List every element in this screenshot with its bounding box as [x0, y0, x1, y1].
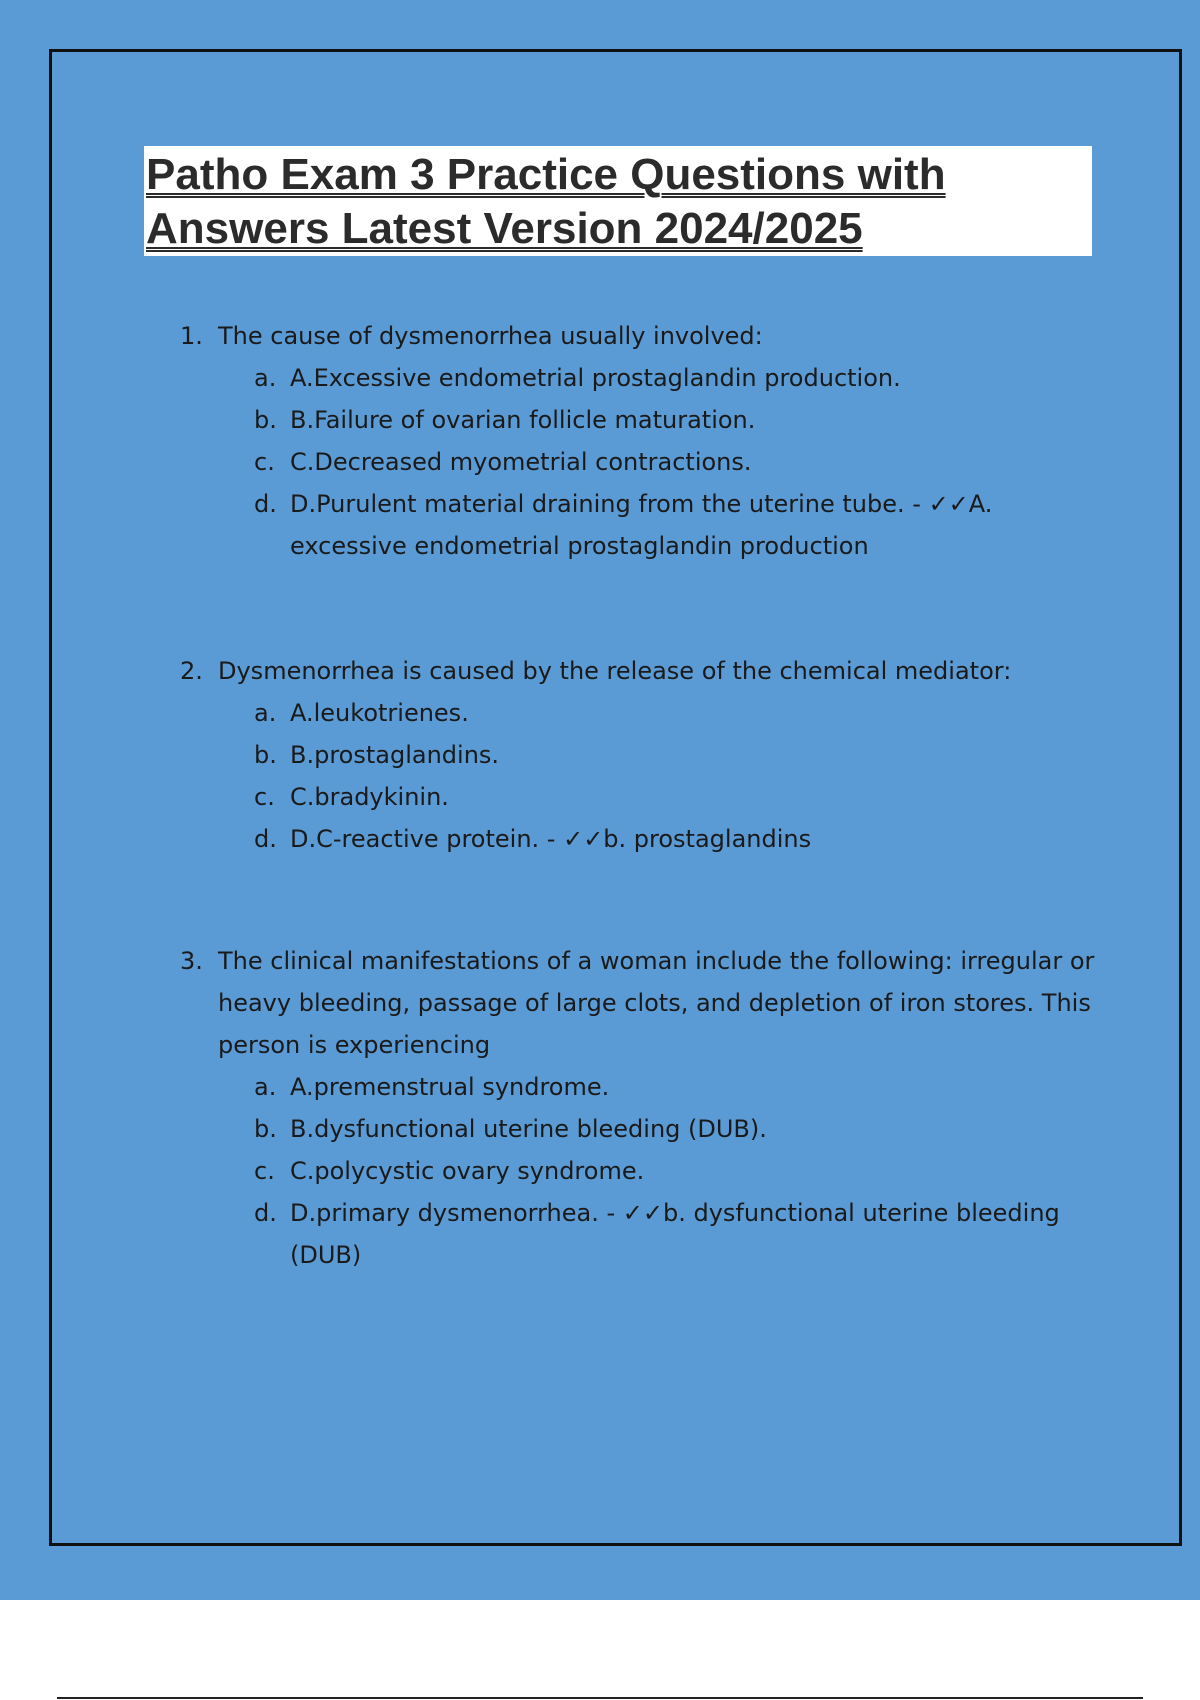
double-check-icon: ✓✓: [563, 825, 604, 853]
double-check-icon: ✓✓: [928, 490, 969, 518]
option-letter: a.: [254, 364, 277, 392]
title-line-2: Answers Latest Version 2024/2025: [146, 204, 863, 253]
document-title: [146, 148, 1086, 256]
option-letter: c.: [254, 1157, 275, 1185]
answer-text: b. prostaglandins: [603, 825, 812, 853]
answer-text: b. dysfunctional uterine bleeding (DUB): [290, 1199, 1060, 1269]
option-letter: b.: [254, 406, 277, 434]
option-a: [254, 357, 1100, 399]
double-check-icon: ✓✓: [622, 1199, 663, 1227]
option-text: A.premenstrual syndrome.: [290, 1073, 610, 1101]
option-text: B.Failure of ovarian follicle maturation.: [290, 406, 756, 434]
answer-text: A. excessive endometrial prostaglandin production: [290, 490, 993, 560]
option-text: C.polycystic ovary syndrome.: [290, 1157, 645, 1185]
option-letter: c.: [254, 783, 275, 811]
option-text-content: D.Purulent material draining from the uterine tube. -: [290, 490, 929, 518]
question-text: The clinical manifestations of a woman include the following: irregular or heavy bleeding, passage of large clots, and depletion of iron stores. This person is experiencing: [218, 947, 1095, 1059]
option-letter: d.: [254, 825, 277, 853]
option-text-content: D.primary dysmenorrhea. -: [290, 1199, 623, 1227]
option-a: [254, 692, 1100, 734]
option-b: [254, 399, 1100, 441]
option-d: [254, 818, 1100, 860]
footer-divider: [57, 1697, 1143, 1699]
question-1: [180, 315, 1100, 567]
option-letter: d.: [254, 490, 277, 518]
option-letter: a.: [254, 1073, 277, 1101]
option-text: C.bradykinin.: [290, 783, 449, 811]
option-letter: d.: [254, 1199, 277, 1227]
option-d: [254, 1192, 1100, 1276]
option-c: [254, 776, 1100, 818]
option-text: C.Decreased myometrial contractions.: [290, 448, 752, 476]
option-text: B.dysfunctional uterine bleeding (DUB).: [290, 1115, 767, 1143]
option-d: [254, 483, 1100, 567]
question-stem: [180, 315, 1100, 357]
option-text: [290, 483, 1100, 567]
question-stem: [180, 940, 1100, 1066]
option-letter: c.: [254, 448, 275, 476]
option-text: [290, 818, 1100, 860]
question-number: 2.: [180, 657, 203, 685]
question-number: 1.: [180, 322, 203, 350]
option-c: [254, 1150, 1100, 1192]
option-text: B.prostaglandins.: [290, 741, 500, 769]
option-letter: a.: [254, 699, 277, 727]
question-3: [180, 940, 1100, 1276]
question-2: [180, 650, 1100, 860]
option-letter: b.: [254, 741, 277, 769]
question-number: 3.: [180, 947, 203, 975]
question-stem: [180, 650, 1100, 692]
option-letter: b.: [254, 1115, 277, 1143]
option-c: [254, 441, 1100, 483]
title-line-1: Patho Exam 3 Practice Questions with: [146, 150, 946, 199]
option-b: [254, 734, 1100, 776]
option-text: [290, 1192, 1100, 1276]
option-text-content: D.C-reactive protein. -: [290, 825, 564, 853]
question-text: Dysmenorrhea is caused by the release of the chemical mediator:: [218, 657, 1012, 685]
question-text: The cause of dysmenorrhea usually involved:: [218, 322, 763, 350]
option-a: [254, 1066, 1100, 1108]
option-text: A.leukotrienes.: [290, 699, 469, 727]
option-text: A.Excessive endometrial prostaglandin production.: [290, 364, 901, 392]
option-b: [254, 1108, 1100, 1150]
